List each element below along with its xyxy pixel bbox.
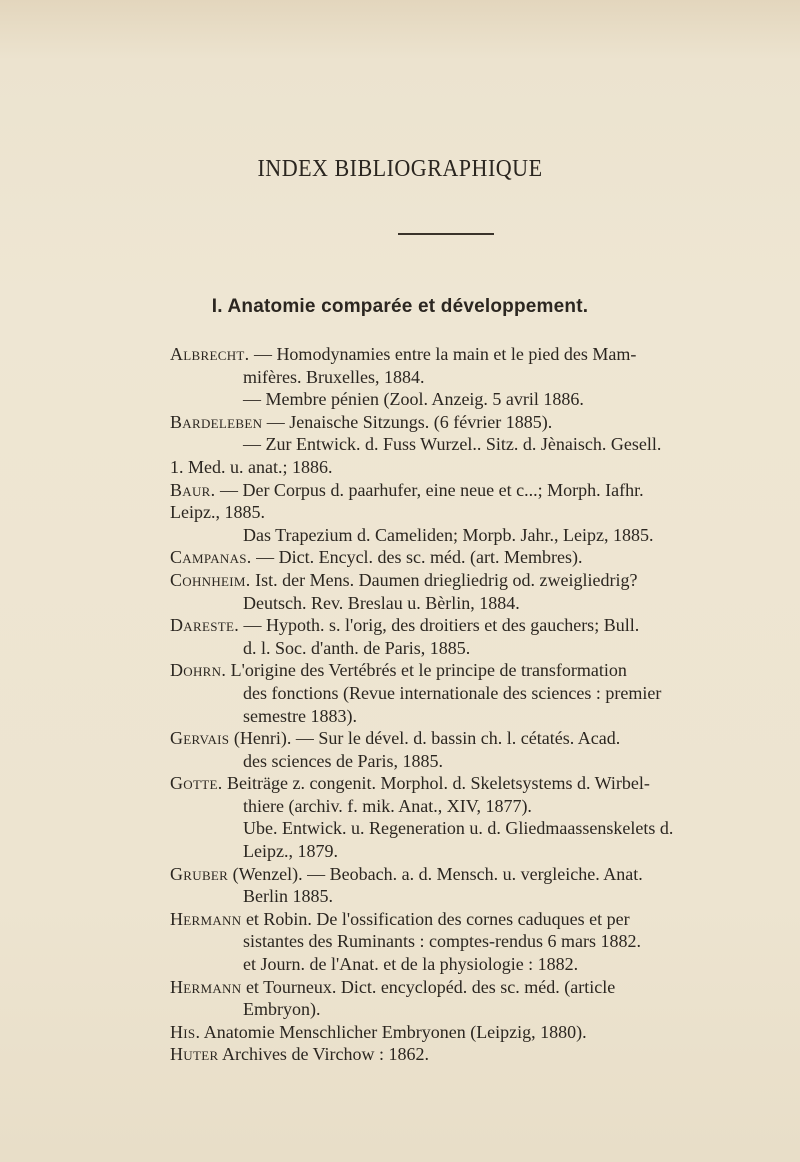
bibliography-line: [170, 1043, 730, 1066]
citation-text: Beiträge z. congenit. Morphol. d. Skeletsystems d. Wirbel-: [222, 773, 650, 794]
citation-text: — Zur Entwick. d. Fuss Wurzel.. Sitz. d. Jènaisch. Gesell.: [243, 434, 662, 455]
author-name: Huter: [170, 1044, 219, 1065]
citation-text: des fonctions (Revue internationale des sciences : premier: [243, 682, 662, 703]
citation-text: et Journ. de l'Anat. et de la physiologie : 1882.: [243, 954, 579, 975]
citation-text: — Der Corpus d. paarhufer, eine neue et c...; Morph. Iafhr.: [215, 479, 644, 500]
citation-text: et Robin. De l'ossification des cornes caduques et per: [241, 908, 630, 929]
bibliography-line: [170, 637, 730, 660]
bibliography-line: [170, 930, 730, 953]
citation-text: — Jenaische Sitzungs. (6 février 1885).: [262, 411, 553, 432]
bibliography-line: [170, 727, 730, 750]
bibliography-line: [170, 953, 730, 976]
bibliography-line: [170, 1021, 730, 1044]
author-name: Albrecht.: [170, 344, 250, 364]
author-name: Hermann: [170, 908, 242, 929]
bibliography-line: [170, 682, 730, 705]
citation-text: mifères. Bruxelles, 1884.: [243, 366, 425, 387]
bibliography-line: [170, 388, 730, 411]
bibliography-line: [170, 569, 730, 592]
bibliography-line: [170, 592, 730, 615]
bibliography-line: [170, 750, 730, 773]
bibliography-line: [170, 411, 730, 434]
bibliography-line: [170, 433, 730, 456]
citation-text: Berlin 1885.: [243, 886, 333, 907]
author-name: Campanas.: [170, 547, 252, 568]
bibliography-line: [170, 772, 730, 795]
bibliography-line: [170, 795, 730, 818]
citation-text: 1. Med. u. anat.; 1886.: [170, 456, 333, 477]
citation-text: Das Trapezium d. Cameliden; Morpb. Jahr., Leipz, 1885.: [243, 524, 654, 545]
citation-text: des sciences de Paris, 1885.: [243, 750, 443, 771]
bibliography-line: [170, 976, 730, 999]
title-rule: [398, 233, 494, 235]
bibliography-line: [170, 366, 730, 389]
bibliography-line: [170, 908, 730, 931]
bibliography-line: [170, 456, 730, 479]
citation-text: Anatomie Menschlicher Embryonen (Leipzig, 1880).: [200, 1021, 587, 1042]
author-name: Gotte.: [170, 773, 223, 794]
citation-text: Ube. Entwick. u. Regeneration u. d. Gliedmaassenskelets d.: [243, 818, 674, 839]
citation-text: — Membre pénien (Zool. Anzeig. 5 avril 1886.: [243, 389, 584, 410]
author-name: Dareste.: [170, 615, 240, 636]
citation-text: Embryon).: [243, 999, 321, 1020]
citation-text: Leipz., 1879.: [243, 841, 338, 862]
author-name: Gruber: [170, 863, 229, 884]
bibliography-line: [170, 501, 730, 524]
citation-text: thiere (archiv. f. mik. Anat., XIV, 1877).: [243, 795, 532, 816]
page-title: INDEX BIBLIOGRAPHIQUE: [257, 156, 543, 182]
citation-text: L'origine des Vertébrés et le principe de transformation: [226, 660, 627, 681]
bibliography-line: [170, 885, 730, 908]
citation-text: — Dict. Encycl. des sc. méd. (art. Membres).: [251, 547, 583, 568]
author-name: Cohnheim.: [170, 569, 251, 590]
citation-text: Deutsch. Rev. Breslau u. Bèrlin, 1884.: [243, 592, 520, 613]
citation-text: — Hypoth. s. l'orig, des droitiers et des gauchers; Bull.: [239, 615, 640, 636]
bibliography-line: [170, 817, 730, 840]
bibliography-line: [170, 840, 730, 863]
bibliography-line: [170, 659, 730, 682]
citation-text: (Wenzel). — Beobach. a. d. Mensch. u. vergleiche. Anat.: [228, 863, 643, 884]
author-name: Baur.: [170, 479, 216, 500]
citation-text: (Henri). — Sur le dével. d. bassin ch. l. cétatés. Acad.: [229, 728, 621, 749]
bibliography-line: [170, 546, 730, 569]
bibliography-line: [170, 863, 730, 886]
citation-text: d. l. Soc. d'anth. de Paris, 1885.: [243, 637, 471, 658]
citation-text: — Homodynamies entre la main et le pied des Mam-: [249, 344, 637, 364]
author-name: Bardeleben: [170, 411, 263, 432]
bibliography-line: [170, 343, 730, 366]
bibliography-line: [170, 479, 730, 502]
bibliography-line: [170, 524, 730, 547]
author-name: Hermann: [170, 976, 242, 997]
section-heading: I. Anatomie comparée et développement.: [211, 296, 589, 317]
author-name: His.: [170, 1021, 201, 1042]
citation-text: Ist. der Mens. Daumen driegliedrig od. zweigliedrig?: [250, 569, 638, 590]
citation-text: sistantes des Ruminants : comptes-rendus 6 mars 1882.: [243, 931, 641, 952]
citation-text: Archives de Virchow : 1862.: [218, 1044, 430, 1065]
citation-text: Leipz., 1885.: [170, 502, 265, 523]
bibliography-line: [170, 998, 730, 1021]
author-name: Dohrn.: [170, 660, 227, 681]
citation-text: semestre 1883).: [243, 705, 357, 726]
bibliography-line: [170, 705, 730, 728]
bibliography-line: [170, 614, 730, 637]
citation-text: et Tourneux. Dict. encyclopéd. des sc. méd. (article: [241, 976, 616, 997]
author-name: Gervais: [170, 728, 230, 749]
bibliography-list: [170, 343, 730, 1066]
